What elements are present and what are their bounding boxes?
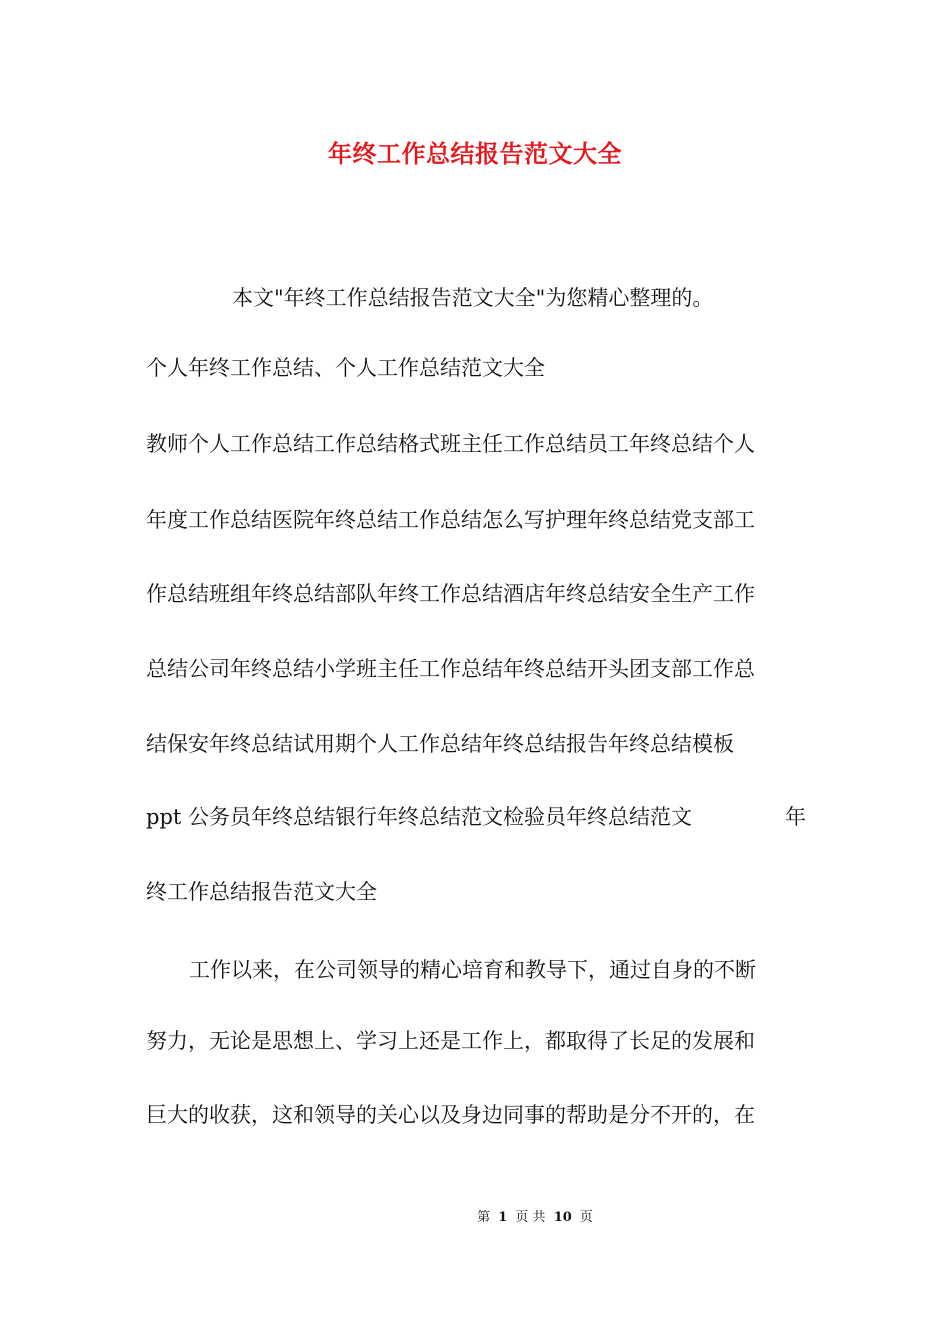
intro-paragraph: 本文"年终工作总结报告范文大全"为您精心整理的。 — [232, 286, 714, 310]
footer-prefix: 第 — [477, 1210, 491, 1225]
body-line: 巨大的收获，这和领导的关心以及身边同事的帮助是分不开的，在 — [146, 1103, 755, 1127]
body-line: 工作以来，在公司领导的精心培育和教导下，通过自身的不断 — [189, 958, 756, 982]
body-line: 努力，无论是思想上、学习上还是工作上，都取得了长足的发展和 — [146, 1029, 755, 1053]
footer-page-number: 1 — [498, 1210, 508, 1225]
related-line: 教师个人工作总结工作总结格式班主任工作总结员工年终总结个人 — [146, 432, 755, 456]
footer-total-pages: 10 — [553, 1210, 572, 1225]
related-line-tail: 终工作总结报告范文大全 — [146, 880, 377, 904]
page-footer — [0, 1208, 950, 1228]
footer-suffix: 页 — [579, 1210, 593, 1225]
related-line-last — [146, 801, 806, 833]
related-line: 作总结班组年终总结部队年终工作总结酒店年终总结安全生产工作 — [146, 582, 755, 606]
footer-middle: 页 共 — [515, 1210, 546, 1225]
related-heading: 个人年终工作总结、个人工作总结范文大全 — [146, 356, 545, 380]
related-line: 年度工作总结医院年终总结工作总结怎么写护理年终总结党支部工 — [146, 508, 755, 532]
related-line: 总结公司年终总结小学班主任工作总结年终总结开头团支部工作总 — [146, 657, 755, 681]
document-title: 年终工作总结报告范文大全 — [328, 139, 622, 168]
related-line-right: 年 — [785, 805, 806, 829]
related-line: 结保安年终总结试用期个人工作总结年终总结报告年终总结模板 — [146, 732, 734, 756]
related-line-left: ppt 公务员年终总结银行年终总结范文检验员年终总结范文 — [146, 805, 692, 829]
